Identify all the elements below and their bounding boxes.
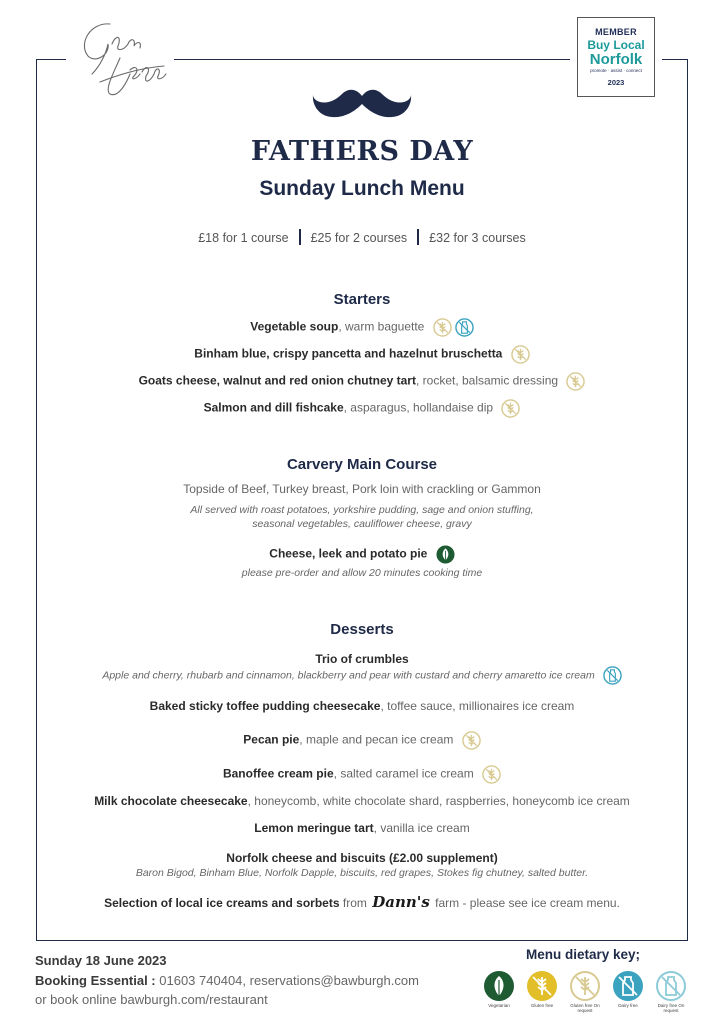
- milk-icon: [455, 318, 474, 337]
- menu-item: [0, 345, 724, 364]
- badge-norfolk: Norfolk: [589, 51, 643, 68]
- item-name: Baked sticky toffee pudding cheesecake: [149, 699, 381, 713]
- price-divider: [299, 229, 301, 245]
- item-desc: , salted caramel ice cream: [333, 766, 474, 781]
- price-list: [0, 229, 724, 245]
- menu-item: [0, 372, 724, 391]
- menu-item: [0, 399, 724, 418]
- crumbles-desc: [0, 666, 724, 685]
- item-desc: Apple and cherry, rhubarb and cinnamon, blackberry and pear with custard and cherry amaretto ice cream: [102, 669, 595, 682]
- item-name: Vegetable soup: [250, 319, 339, 334]
- item-name: Norfolk cheese and biscuits (£2.00 supplement): [226, 851, 498, 865]
- menu-item: [0, 731, 724, 750]
- page-title: FATHERS DAY: [250, 136, 474, 167]
- badge-tagline: promote · assist · connect: [590, 68, 642, 73]
- glen-lodge-logo: [70, 14, 170, 100]
- milk-icon: [655, 970, 687, 1002]
- starters-heading: Starters: [333, 291, 391, 308]
- key-label: Dairy free On request: [657, 1003, 685, 1013]
- item-desc: , honeycomb, white chocolate shard, raspberries, honeycomb ice cream: [247, 794, 630, 808]
- booking-online: or book online bawburgh.com/restaurant: [35, 992, 268, 1007]
- item-desc: , rocket, balsamic dressing: [415, 373, 559, 388]
- item-desc: , asparagus, hollandaise dip: [343, 400, 494, 415]
- menu-item: [0, 318, 724, 337]
- item-name: Milk chocolate cheesecake: [94, 794, 248, 808]
- milk-icon: [603, 666, 622, 685]
- wheat-icon: [501, 399, 520, 418]
- item-name: Pecan pie: [243, 732, 300, 747]
- item-desc: , toffee sauce, millionaires ice cream: [380, 699, 575, 713]
- booking-label: Booking Essential :: [35, 973, 156, 988]
- price-three-courses: £32 for 3 courses: [429, 231, 526, 245]
- item-name: Goats cheese, walnut and red onion chutney tart: [138, 373, 416, 388]
- item-desc: from: [342, 896, 367, 910]
- danns-logo: Dann's: [372, 893, 430, 911]
- carvery-served-with: seasonal vegetables, cauliflower cheese, gravy: [252, 518, 472, 530]
- key-label: Gluten free On request: [570, 1003, 600, 1013]
- page-subtitle: Sunday Lunch Menu: [259, 177, 465, 200]
- badge-year: 2023: [607, 78, 625, 87]
- menu-item: [0, 821, 724, 835]
- item-desc: , vanilla ice cream: [373, 821, 470, 835]
- veg-option-note: please pre-order and allow 20 minutes cooking time: [241, 567, 483, 579]
- item-name: Selection of local ice creams and sorbets: [104, 896, 340, 910]
- price-divider: [417, 229, 419, 245]
- item-name: Salmon and dill fishcake: [203, 400, 344, 415]
- wheat-icon: [511, 345, 530, 364]
- milk-icon: [612, 970, 644, 1002]
- item-name: Cheese, leek and potato pie: [269, 546, 428, 561]
- carvery-meats: Topside of Beef, Turkey breast, Pork loin with crackling or Gammon: [183, 482, 541, 496]
- key-dairy-free-request: [654, 970, 688, 1013]
- moustache-icon: [312, 86, 412, 120]
- key-label: Vegetarian: [488, 1003, 510, 1008]
- key-gluten-free-request: [568, 970, 602, 1013]
- key-vegetarian: [482, 970, 516, 1013]
- cheese-title: [0, 851, 724, 865]
- booking-info: [35, 973, 419, 988]
- key-label: Dairy free: [618, 1003, 638, 1008]
- wheat-icon: [526, 970, 558, 1002]
- key-dairy-free: [611, 970, 645, 1013]
- dietary-key: [482, 970, 688, 1013]
- wheat-icon: [462, 731, 481, 750]
- buy-local-norfolk-badge: [577, 17, 655, 97]
- item-desc: , warm baguette: [338, 319, 425, 334]
- desserts-heading: Desserts: [330, 621, 394, 638]
- menu-item: [0, 893, 724, 911]
- badge-buy-local: Buy Local: [587, 38, 645, 52]
- item-name: Trio of crumbles: [315, 652, 409, 666]
- wheat-icon: [566, 372, 585, 391]
- price-two-courses: £25 for 2 courses: [310, 231, 408, 245]
- badge-member: MEMBER: [595, 27, 637, 37]
- item-name: Lemon meringue tart: [254, 821, 374, 835]
- item-desc: , maple and pecan ice cream: [299, 732, 454, 747]
- carvery-served-with: All served with roast potatoes, yorkshire pudding, sage and onion stuffing,: [190, 504, 534, 516]
- crumbles-title: [0, 652, 724, 666]
- item-name: Banoffee cream pie: [222, 766, 334, 781]
- carvery-heading: Carvery Main Course: [286, 456, 438, 473]
- key-gluten-free: [525, 970, 559, 1013]
- dietary-key-title: Menu dietary key;: [526, 947, 641, 962]
- price-one-course: £18 for 1 course: [198, 231, 289, 245]
- menu-item: [0, 699, 724, 713]
- item-desc: farm - please see ice cream menu.: [435, 896, 620, 910]
- wheat-icon: [433, 318, 452, 337]
- menu-item: [0, 765, 724, 784]
- event-date: Sunday 18 June 2023: [35, 953, 167, 968]
- leaf-icon: [436, 545, 455, 564]
- cheese-desc: Baron Bigod, Binham Blue, Norfolk Dapple, biscuits, red grapes, Stokes fig chutney, salted butter.: [135, 867, 589, 879]
- menu-item: [0, 545, 724, 564]
- booking-details: 01603 740404, reservations@bawburgh.com: [159, 973, 419, 988]
- leaf-icon: [483, 970, 515, 1002]
- wheat-icon: [482, 765, 501, 784]
- item-name: Binham blue, crispy pancetta and hazelnut bruschetta: [194, 346, 503, 361]
- wheat-icon: [569, 970, 601, 1002]
- key-label: Gluten free: [530, 1003, 554, 1008]
- menu-item: [0, 794, 724, 808]
